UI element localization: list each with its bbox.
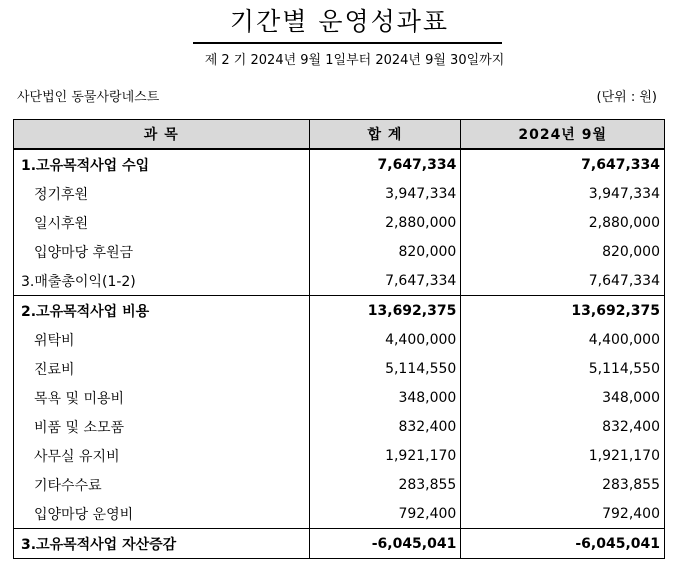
table-row: [14, 266, 665, 296]
title-underline: [193, 42, 502, 44]
table-row: [14, 529, 665, 559]
row-total: 5,114,550: [309, 354, 461, 383]
header-month: 2024년 9월: [461, 120, 665, 150]
header-item: 과 목: [14, 120, 310, 150]
row-label: 진료비: [14, 354, 310, 383]
row-label: 3.고유목적사업 자산증감: [14, 529, 310, 559]
row-total: 3,947,334: [309, 179, 461, 208]
row-month: 5,114,550: [461, 354, 665, 383]
table-row: [14, 441, 665, 470]
report-period: 제 2 기 2024년 9월 1일부터 2024년 9월 30일까지: [204, 53, 505, 68]
table-row: [14, 296, 665, 326]
row-label: 일시후원: [14, 208, 310, 237]
row-label: 기타수수료: [14, 470, 310, 499]
row-label: 3.매출총이익(1-2): [14, 266, 310, 296]
row-month: 7,647,334: [461, 149, 665, 179]
row-total: 4,400,000: [309, 325, 461, 354]
row-month: -6,045,041: [461, 529, 665, 559]
row-total: 1,921,170: [309, 441, 461, 470]
table-row: [14, 470, 665, 499]
row-label: 사무실 유지비: [14, 441, 310, 470]
row-label: 정기후원: [14, 179, 310, 208]
report-title: 기간별 운영성과표: [229, 7, 450, 36]
row-month: 13,692,375: [461, 296, 665, 326]
table-header-row: [14, 120, 665, 150]
row-total: -6,045,041: [309, 529, 461, 559]
row-total: 7,647,334: [309, 266, 461, 296]
table-row: [14, 325, 665, 354]
table-row: [14, 499, 665, 529]
table-row: [14, 412, 665, 441]
row-month: 2,880,000: [461, 208, 665, 237]
row-month: 348,000: [461, 383, 665, 412]
row-label: 비품 및 소모품: [14, 412, 310, 441]
row-label: 2.고유목적사업 비용: [14, 296, 310, 326]
row-label: 1.고유목적사업 수입: [14, 149, 310, 179]
row-month: 4,400,000: [461, 325, 665, 354]
row-month: 832,400: [461, 412, 665, 441]
table-row: [14, 179, 665, 208]
table-row: [14, 149, 665, 179]
row-month: 820,000: [461, 237, 665, 266]
table-row: [14, 208, 665, 237]
operating-results-table: [13, 119, 665, 559]
row-total: 2,880,000: [309, 208, 461, 237]
row-month: 7,647,334: [461, 266, 665, 296]
row-month: 3,947,334: [461, 179, 665, 208]
table-row: [14, 383, 665, 412]
row-label: 입양마당 운영비: [14, 499, 310, 529]
table-row: [14, 237, 665, 266]
header-total: 합 계: [309, 120, 461, 150]
row-month: 1,921,170: [461, 441, 665, 470]
row-total: 832,400: [309, 412, 461, 441]
row-label: 목욕 및 미용비: [14, 383, 310, 412]
table-row: [14, 354, 665, 383]
row-total: 792,400: [309, 499, 461, 529]
row-label: 입양마당 후원금: [14, 237, 310, 266]
unit-label: (단위 : 원): [596, 90, 657, 105]
row-label: 위탁비: [14, 325, 310, 354]
row-total: 283,855: [309, 470, 461, 499]
row-month: 283,855: [461, 470, 665, 499]
row-total: 13,692,375: [309, 296, 461, 326]
organization-name: 사단법인 동물사랑네스트: [17, 90, 160, 105]
row-total: 820,000: [309, 237, 461, 266]
row-month: 792,400: [461, 499, 665, 529]
row-total: 7,647,334: [309, 149, 461, 179]
row-total: 348,000: [309, 383, 461, 412]
